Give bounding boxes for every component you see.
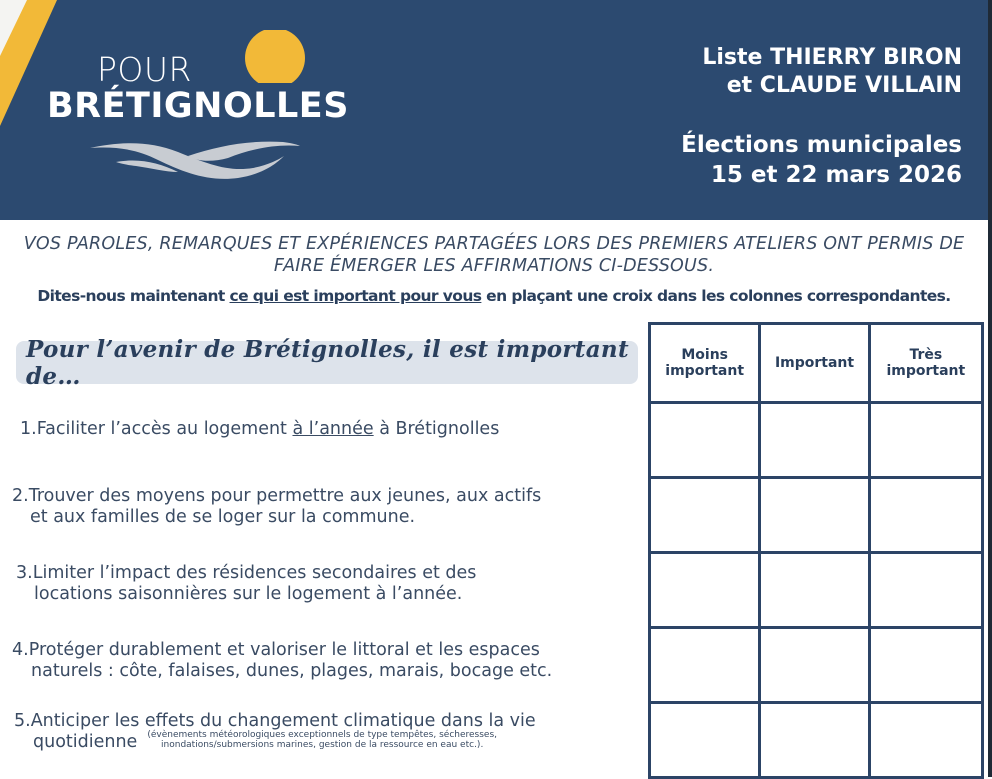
list-name-line1: Liste THIERRY BIRON (702, 45, 962, 70)
section-title: Pour l’avenir de Brétignolles, il est important de… (26, 335, 629, 390)
item-note-line2: inondations/submersions marines, gestion de la ressource en eau etc.). (161, 740, 484, 750)
item-number: 1. (20, 419, 37, 439)
waves-icon (88, 138, 303, 183)
checkbox-cell-4-important[interactable] (760, 628, 869, 703)
instruction-underlined: ce qui est important pour vous (229, 287, 482, 305)
checkbox-cell-1-moins-important[interactable] (650, 403, 760, 478)
header-info (681, 44, 962, 190)
checkbox-cell-2-moins-important[interactable] (650, 478, 760, 553)
checkbox-cell-3-moins-important[interactable] (650, 553, 760, 628)
statement-1 (20, 419, 650, 440)
list-name-line2: et CLAUDE VILLAIN (726, 73, 962, 98)
column-tres-important (869, 324, 982, 403)
checkbox-cell-1-important[interactable] (760, 403, 869, 478)
statement-5 (14, 711, 644, 753)
instruction-after: en plaçant une croix dans les colonnes correspondantes. (481, 287, 951, 305)
item-line1: Anticiper les effets du changement climatique dans la vie (30, 711, 536, 731)
statement-4 (12, 640, 642, 682)
grid-row-5 (650, 703, 983, 778)
grid-row-4 (650, 628, 983, 703)
item-note (147, 730, 497, 750)
grid-row-2 (650, 478, 983, 553)
grid-row-1 (650, 403, 983, 478)
logo-pour: POUR (97, 50, 192, 89)
item-line2: et aux familles de se loger sur la commune. (30, 507, 416, 527)
statement-3 (16, 563, 646, 605)
item-number: 3. (16, 563, 33, 583)
section-title-banner (16, 335, 638, 390)
checkbox-cell-2-important[interactable] (760, 478, 869, 553)
item-line1: Limiter l’impact des résidences secondaires et des (32, 563, 477, 583)
column-important (760, 324, 869, 403)
header-banner (0, 0, 988, 220)
grid-row-3 (650, 553, 983, 628)
statement-2 (12, 486, 642, 528)
election-title: Élections municipales (681, 132, 962, 158)
column-label-line1: Important (774, 355, 855, 371)
election-dates: 15 et 22 mars 2026 (710, 162, 962, 188)
item-line1: Trouver des moyens pour permettre aux jeunes, aux actifs (28, 486, 542, 506)
item-text-after: à Brétignolles (373, 419, 500, 439)
checkbox-cell-5-tres-important[interactable] (869, 703, 982, 778)
checkbox-cell-4-moins-important[interactable] (650, 628, 760, 703)
logo-bretignolles: BRÉTIGNOLLES (47, 86, 349, 126)
importance-grid (648, 322, 984, 779)
item-line2: quotidienne (33, 732, 138, 752)
item-line2: locations saisonnières sur le logement à l’année. (34, 584, 463, 604)
sun-icon (244, 30, 308, 86)
checkbox-cell-3-important[interactable] (760, 553, 869, 628)
item-number: 4. (12, 640, 29, 660)
column-label-line1: Moins (681, 347, 728, 363)
intro-text (0, 233, 988, 277)
item-text-underlined: à l’année (292, 419, 374, 439)
item-number: 2. (12, 486, 29, 506)
column-moins-important (650, 324, 760, 403)
checkbox-cell-5-moins-important[interactable] (650, 703, 760, 778)
checkbox-cell-5-important[interactable] (760, 703, 869, 778)
checkbox-cell-1-tres-important[interactable] (869, 403, 982, 478)
item-line2: naturels : côte, falaises, dunes, plages, marais, bocage etc. (31, 661, 553, 681)
item-note-line1: (évènements météorologiques exceptionnels de type tempêtes, sécheresses, (147, 730, 498, 740)
column-label-line2: important (665, 363, 745, 379)
instruction-text (0, 287, 988, 305)
intro-line1: VOS PAROLES, REMARQUES ET EXPÉRIENCES PARTAGÉES LORS DES PREMIERS ATELIERS ONT PERMIS DE (23, 234, 965, 254)
item-text-before: Faciliter l’accès au logement (36, 419, 293, 439)
column-label-line2: important (886, 363, 966, 379)
column-label-line1: Très (909, 347, 943, 363)
instruction-before: Dites-nous maintenant (37, 287, 230, 305)
item-line1: Protéger durablement et valoriser le littoral et les espaces (28, 640, 540, 660)
item-number: 5. (14, 711, 31, 731)
intro-line2: FAIRE ÉMERGER LES AFFIRMATIONS CI-DESSOUS. (273, 256, 715, 276)
grid-header-row (650, 324, 983, 403)
checkbox-cell-3-tres-important[interactable] (869, 553, 982, 628)
checkbox-cell-4-tres-important[interactable] (869, 628, 982, 703)
checkbox-cell-2-tres-important[interactable] (869, 478, 982, 553)
page-edge (988, 0, 992, 777)
